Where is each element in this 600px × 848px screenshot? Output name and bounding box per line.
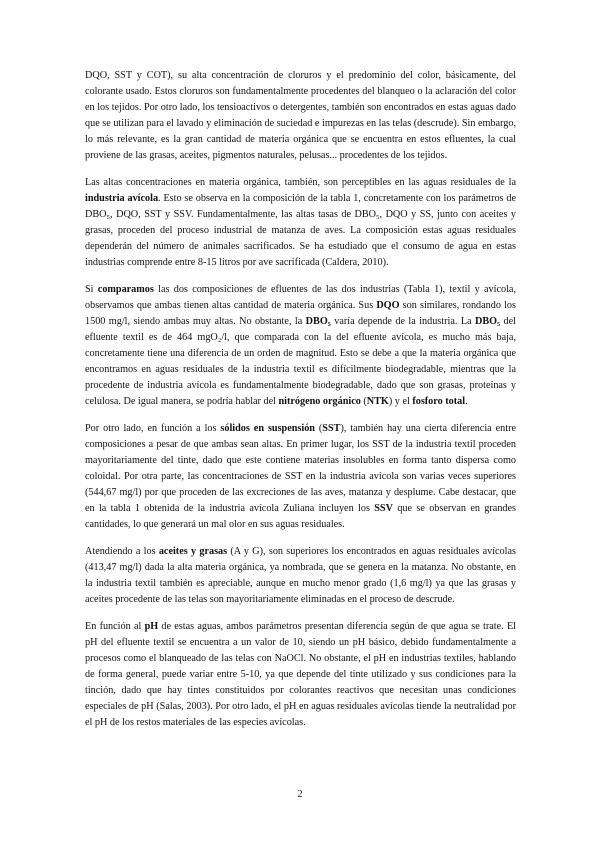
- text-run: varía depende de la industria. La: [330, 316, 475, 327]
- text-run: Si: [85, 284, 98, 295]
- text-run: .: [465, 396, 468, 407]
- bold-term: DBO₅: [305, 316, 331, 327]
- text-run: (: [360, 396, 367, 407]
- bold-term: industria avícola: [85, 193, 159, 204]
- text-run: (: [314, 423, 323, 434]
- paragraph-textile-effluent: [85, 68, 516, 164]
- bold-term: SSV: [374, 503, 393, 514]
- bold-term: NTK: [366, 396, 389, 407]
- text-run: ) y el: [388, 396, 413, 407]
- paragraph-poultry-industry: [85, 175, 516, 271]
- text-run: Por otro lado, en función a los: [85, 423, 221, 434]
- paragraph-ph: [85, 619, 516, 731]
- text-run: En función al: [85, 621, 145, 632]
- text-run: DQO, SST y COT), su alta concentración de cloruros y el predominio del color, básicamente, del colorante usado. Estos cloruros son fundamentalmente procedentes del blanqueo o la aclaración del color en los tejidos. Por otro lado, los tensioactivos o detergentes, también son encontrados en estas aguas dado que se utilizan para el lavado y eliminación de suciedad e impurezas en las telas (descrude). Sin embargo, lo más relevante, es la gran cantidad de materia orgánica que se encuentra en estos efluentes, la cual proviene de las grasas, aceites, pigmentos naturales, pelusas... procedentes de los tejidos.: [85, 70, 516, 161]
- bold-term: comparamos: [97, 284, 154, 295]
- text-run: son similares, rondando los 1500 mg/l, siendo ambas muy altas. No obstante, la: [85, 300, 516, 327]
- text-run: ), también hay una cierta diferencia entre composiciones a pesar de que ambas sean altas. En primer lugar, los SST de la industria textil proceden mayoritariamente del tinte, dado que este contiene materias insolubles en forma tanto dispersa como coloidal. Por otra parte, las concentraciones de SST en la industria avícola son varias veces superiores (544,67 mg/l) por que proceden de las excreciones de las aves, matanza y desplume. Cabe destacar, que en la tabla 1 obtenida de la industria avícola Zuliana incluyen los: [85, 423, 516, 514]
- paragraph-oils-and-fats: [85, 544, 516, 608]
- document-body: [85, 68, 516, 742]
- paragraph-suspended-solids: [85, 421, 516, 533]
- text-run: . Esto se observa en la composición de la tabla 1, concretamente con los parámetros de DBO₅, DQO, SST y SSV. Fundamentalmente, las altas tasas de DBO₅, DQO y SS, junto con aceites y grasas, proceden del proceso industrial de matanza de aves. La composición estas aguas residuales dependerán del número de animales sacrificados. Se ha estudiado que el consumo de agua en estas industrias comprende entre 8-15 litros por ave sacrificada (Caldera, 2010).: [85, 193, 516, 268]
- bold-term: nitrógeno orgánico: [278, 396, 361, 407]
- text-run: de estas aguas, ambos parámetros presentan diferencia según de que agua se trate. El pH del efluente textil se encuentra a un valor de 10, siendo un pH básico, debido fundamentalmente a procesos como el blanqueado de las telas con NaOCl. No obstante, el pH en industrias textiles, hablando de forma general, puede variar entre 5-10, ya que depende del tinte utilizado y sus condiciones para la tinción, dado que hay tintes constituidos por colorantes reactivos que necesitan unas condiciones especiales de pH (Salas, 2003). Por otro lado, el pH en aguas residuales avícolas tiende la neutralidad por el pH de los restos materiales de las especies avícolas.: [85, 621, 516, 728]
- bold-term: pH: [144, 621, 159, 632]
- text-run: del efluente textil es de 464 mgO₂/l, que comparada con la del efluente avícola, es mucho más baja, concretamente tiene una diferencia de un orden de magnitud. Esto se debe a que la materia orgánica que encontramos en aguas residuales de la industria textil es difícilmente biodegradable, mientras que la procedente de industria avícola es fundamentalmente biodegradable, dado que son grasas, proteínas y celulosa. De igual manera, se podría hablar del: [85, 316, 516, 407]
- paragraph-comparison: [85, 282, 516, 410]
- bold-term: fosforo total: [412, 396, 466, 407]
- text-run: las dos composiciones de efluentes de las dos industrias (Tabla 1), textil y avícola, observamos que ambas tienen altas cantidad de materia orgánica. Sus: [85, 284, 516, 311]
- bold-term: SST: [322, 423, 341, 434]
- bold-term: DBO₅: [474, 316, 501, 327]
- text-run: (A y G), son superiores los encontrados en aguas residuales avícolas (413,47 mg/l) dada la alta materia orgánica, ya nombrada, que se genera en la matanza. No obstante, en la industria textil también es apreciable, aunque en mucho menor grado (1,6 mg/l) ya que las grasas y aceites procedente de las telas son mayoritariamente eliminadas en el proceso de descrude.: [85, 546, 516, 605]
- page-number: 2: [297, 789, 303, 800]
- text-run: Las altas concentraciones en materia orgánica, también, son perceptibles en las aguas residuales de la: [85, 177, 516, 188]
- bold-term: DQO: [376, 300, 400, 311]
- bold-term: sólidos en suspensión: [220, 423, 315, 434]
- text-run: Atendiendo a los: [85, 546, 159, 557]
- bold-term: aceites y grasas: [158, 546, 228, 557]
- text-run: que se observan en grandes cantidades, lo que generará un mal olor en sus aguas residuales.: [85, 503, 516, 530]
